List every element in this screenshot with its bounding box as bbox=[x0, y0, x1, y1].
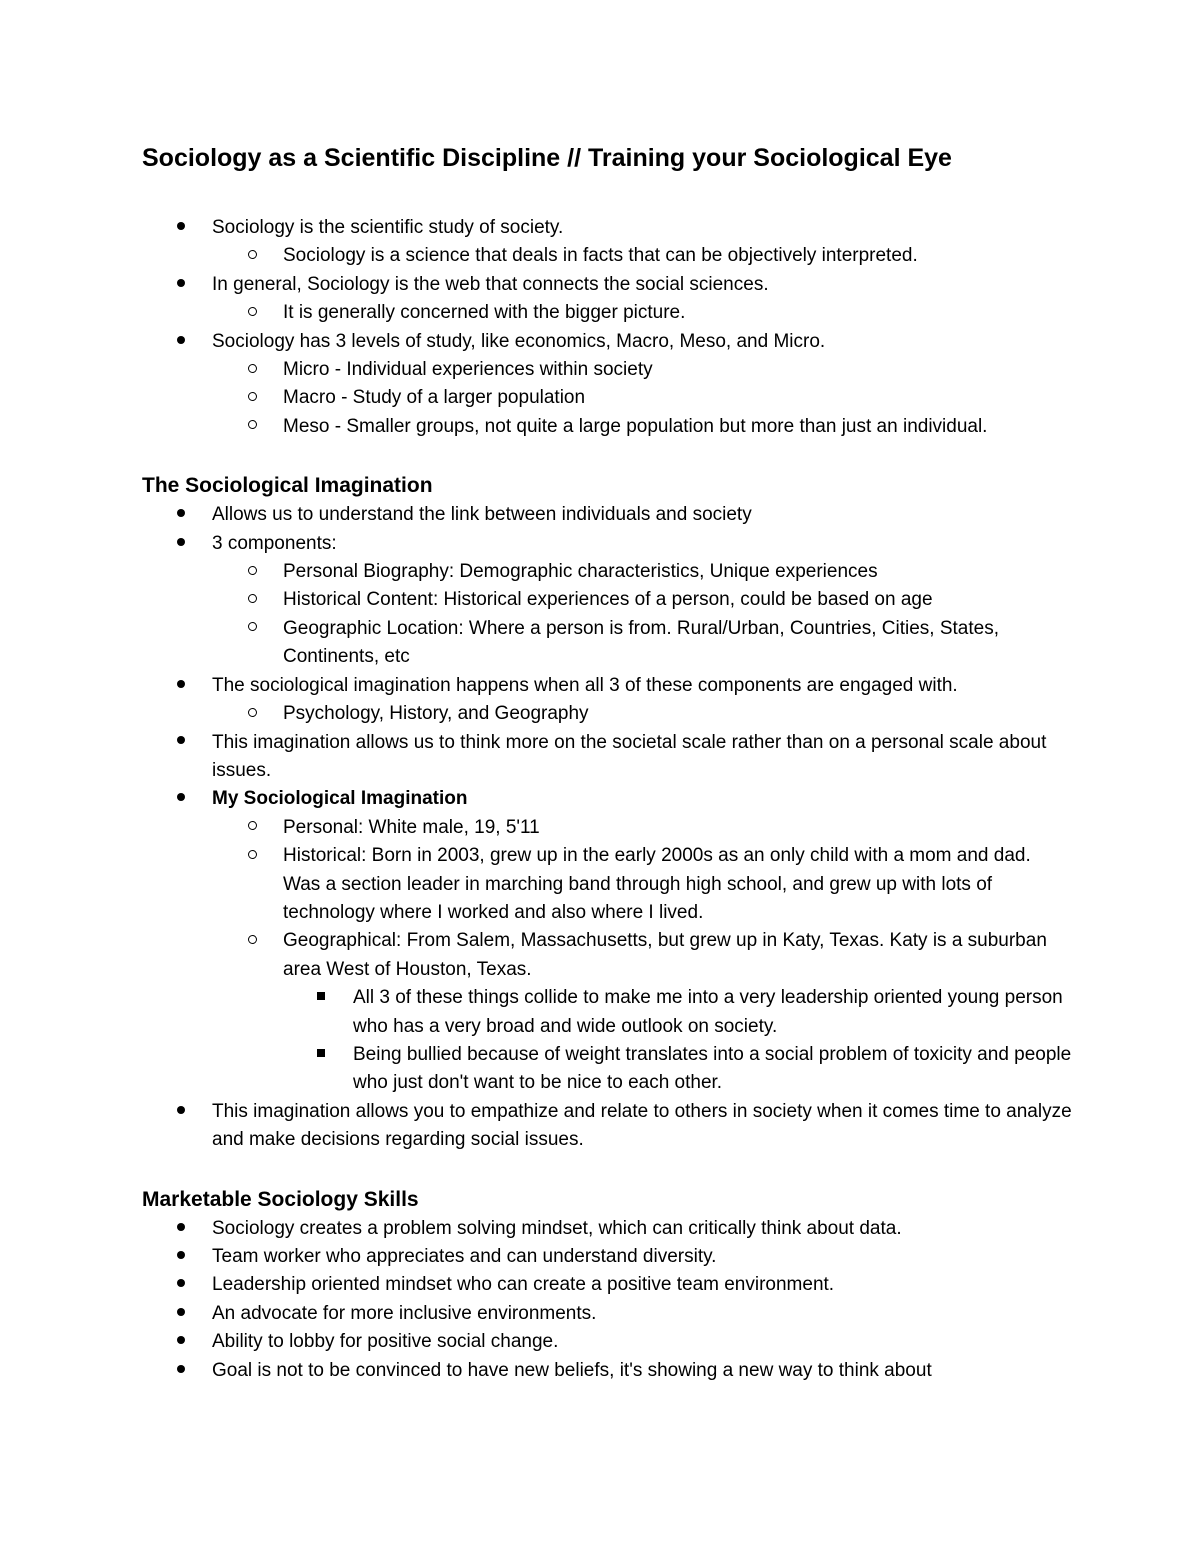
disc-bullet-icon bbox=[177, 214, 185, 242]
disc-bullet-icon bbox=[177, 501, 185, 529]
list-item: Personal Biography: Demographic characteristics, Unique experiences bbox=[142, 558, 1072, 586]
disc-bullet-icon bbox=[177, 1243, 185, 1271]
list-item: Sociology creates a problem solving mindset, which can critically think about data. bbox=[142, 1215, 1072, 1243]
document-title: Sociology as a Scientific Discipline // Training your Sociological Eye bbox=[142, 144, 952, 172]
list-item: Team worker who appreciates and can understand diversity. bbox=[142, 1243, 1072, 1271]
skills-list bbox=[142, 1215, 1072, 1385]
circle-bullet-icon bbox=[248, 558, 257, 586]
list-item: Sociology is a science that deals in facts that can be objectively interpreted. bbox=[142, 242, 1072, 270]
disc-bullet-icon bbox=[177, 1271, 185, 1299]
list-item: Geographic Location: Where a person is from. Rural/Urban, Countries, Cities, States, Continents, etc bbox=[142, 615, 1072, 672]
list-item: Sociology is the scientific study of society. bbox=[142, 214, 1072, 242]
disc-bullet-icon bbox=[177, 328, 185, 356]
list-item-subheading: My Sociological Imagination bbox=[142, 785, 1072, 813]
list-item: This imagination allows you to empathize and relate to others in society when it comes time to analyze and make decisions regarding social issues. bbox=[142, 1098, 1072, 1155]
square-bullet-icon bbox=[317, 984, 325, 1012]
list-item: Allows us to understand the link between individuals and society bbox=[142, 501, 1072, 529]
circle-bullet-icon bbox=[248, 384, 257, 412]
list-item: Goal is not to be convinced to have new beliefs, it's showing a new way to think about bbox=[142, 1357, 1072, 1385]
disc-bullet-icon bbox=[177, 1098, 185, 1126]
list-item: Meso - Smaller groups, not quite a large population but more than just an individual. bbox=[142, 413, 1072, 441]
list-item: Psychology, History, and Geography bbox=[142, 700, 1072, 728]
disc-bullet-icon bbox=[177, 1215, 185, 1243]
circle-bullet-icon bbox=[248, 927, 257, 955]
disc-bullet-icon bbox=[177, 271, 185, 299]
list-item: Being bullied because of weight translates into a social problem of toxicity and people who just don't want to be nice to each other. bbox=[142, 1041, 1072, 1098]
disc-bullet-icon bbox=[177, 729, 185, 757]
disc-bullet-icon bbox=[177, 672, 185, 700]
circle-bullet-icon bbox=[248, 242, 257, 270]
disc-bullet-icon bbox=[177, 785, 185, 813]
list-item: It is generally concerned with the bigger picture. bbox=[142, 299, 1072, 327]
square-bullet-icon bbox=[317, 1041, 325, 1069]
list-item: Geographical: From Salem, Massachusetts, but grew up in Katy, Texas. Katy is a suburban area West of Houston, Texas. bbox=[142, 927, 1072, 984]
list-item: Macro - Study of a larger population bbox=[142, 384, 1072, 412]
section-heading-imagination: The Sociological Imagination bbox=[142, 474, 433, 498]
list-item: The sociological imagination happens when all 3 of these components are engaged with. bbox=[142, 672, 1072, 700]
disc-bullet-icon bbox=[177, 1328, 185, 1356]
list-item: An advocate for more inclusive environments. bbox=[142, 1300, 1072, 1328]
circle-bullet-icon bbox=[248, 842, 257, 870]
circle-bullet-icon bbox=[248, 299, 257, 327]
list-item: Historical Content: Historical experiences of a person, could be based on age bbox=[142, 586, 1072, 614]
list-item: This imagination allows us to think more on the societal scale rather than on a personal scale about issues. bbox=[142, 729, 1072, 786]
list-item: Personal: White male, 19, 5'11 bbox=[142, 814, 1072, 842]
circle-bullet-icon bbox=[248, 615, 257, 643]
disc-bullet-icon bbox=[177, 530, 185, 558]
circle-bullet-icon bbox=[248, 356, 257, 384]
section-heading-skills: Marketable Sociology Skills bbox=[142, 1187, 419, 1211]
document-page bbox=[142, 138, 1072, 1385]
list-item: Leadership oriented mindset who can create a positive team environment. bbox=[142, 1271, 1072, 1299]
circle-bullet-icon bbox=[248, 814, 257, 842]
list-item: Micro - Individual experiences within society bbox=[142, 356, 1072, 384]
circle-bullet-icon bbox=[248, 700, 257, 728]
circle-bullet-icon bbox=[248, 413, 257, 441]
imagination-list bbox=[142, 501, 1072, 1154]
list-item: Historical: Born in 2003, grew up in the early 2000s as an only child with a mom and dad. Was a section leader in marching band through high school, and grew up with lots of technology where I worked and also where I lived. bbox=[142, 842, 1072, 927]
list-item: 3 components: bbox=[142, 530, 1072, 558]
disc-bullet-icon bbox=[177, 1357, 185, 1385]
list-item: Sociology has 3 levels of study, like economics, Macro, Meso, and Micro. bbox=[142, 328, 1072, 356]
list-item: All 3 of these things collide to make me into a very leadership oriented young person who has a very broad and wide outlook on society. bbox=[142, 984, 1072, 1041]
circle-bullet-icon bbox=[248, 586, 257, 614]
list-item: In general, Sociology is the web that connects the social sciences. bbox=[142, 271, 1072, 299]
list-item: Ability to lobby for positive social change. bbox=[142, 1328, 1072, 1356]
disc-bullet-icon bbox=[177, 1300, 185, 1328]
intro-list bbox=[142, 214, 1072, 441]
